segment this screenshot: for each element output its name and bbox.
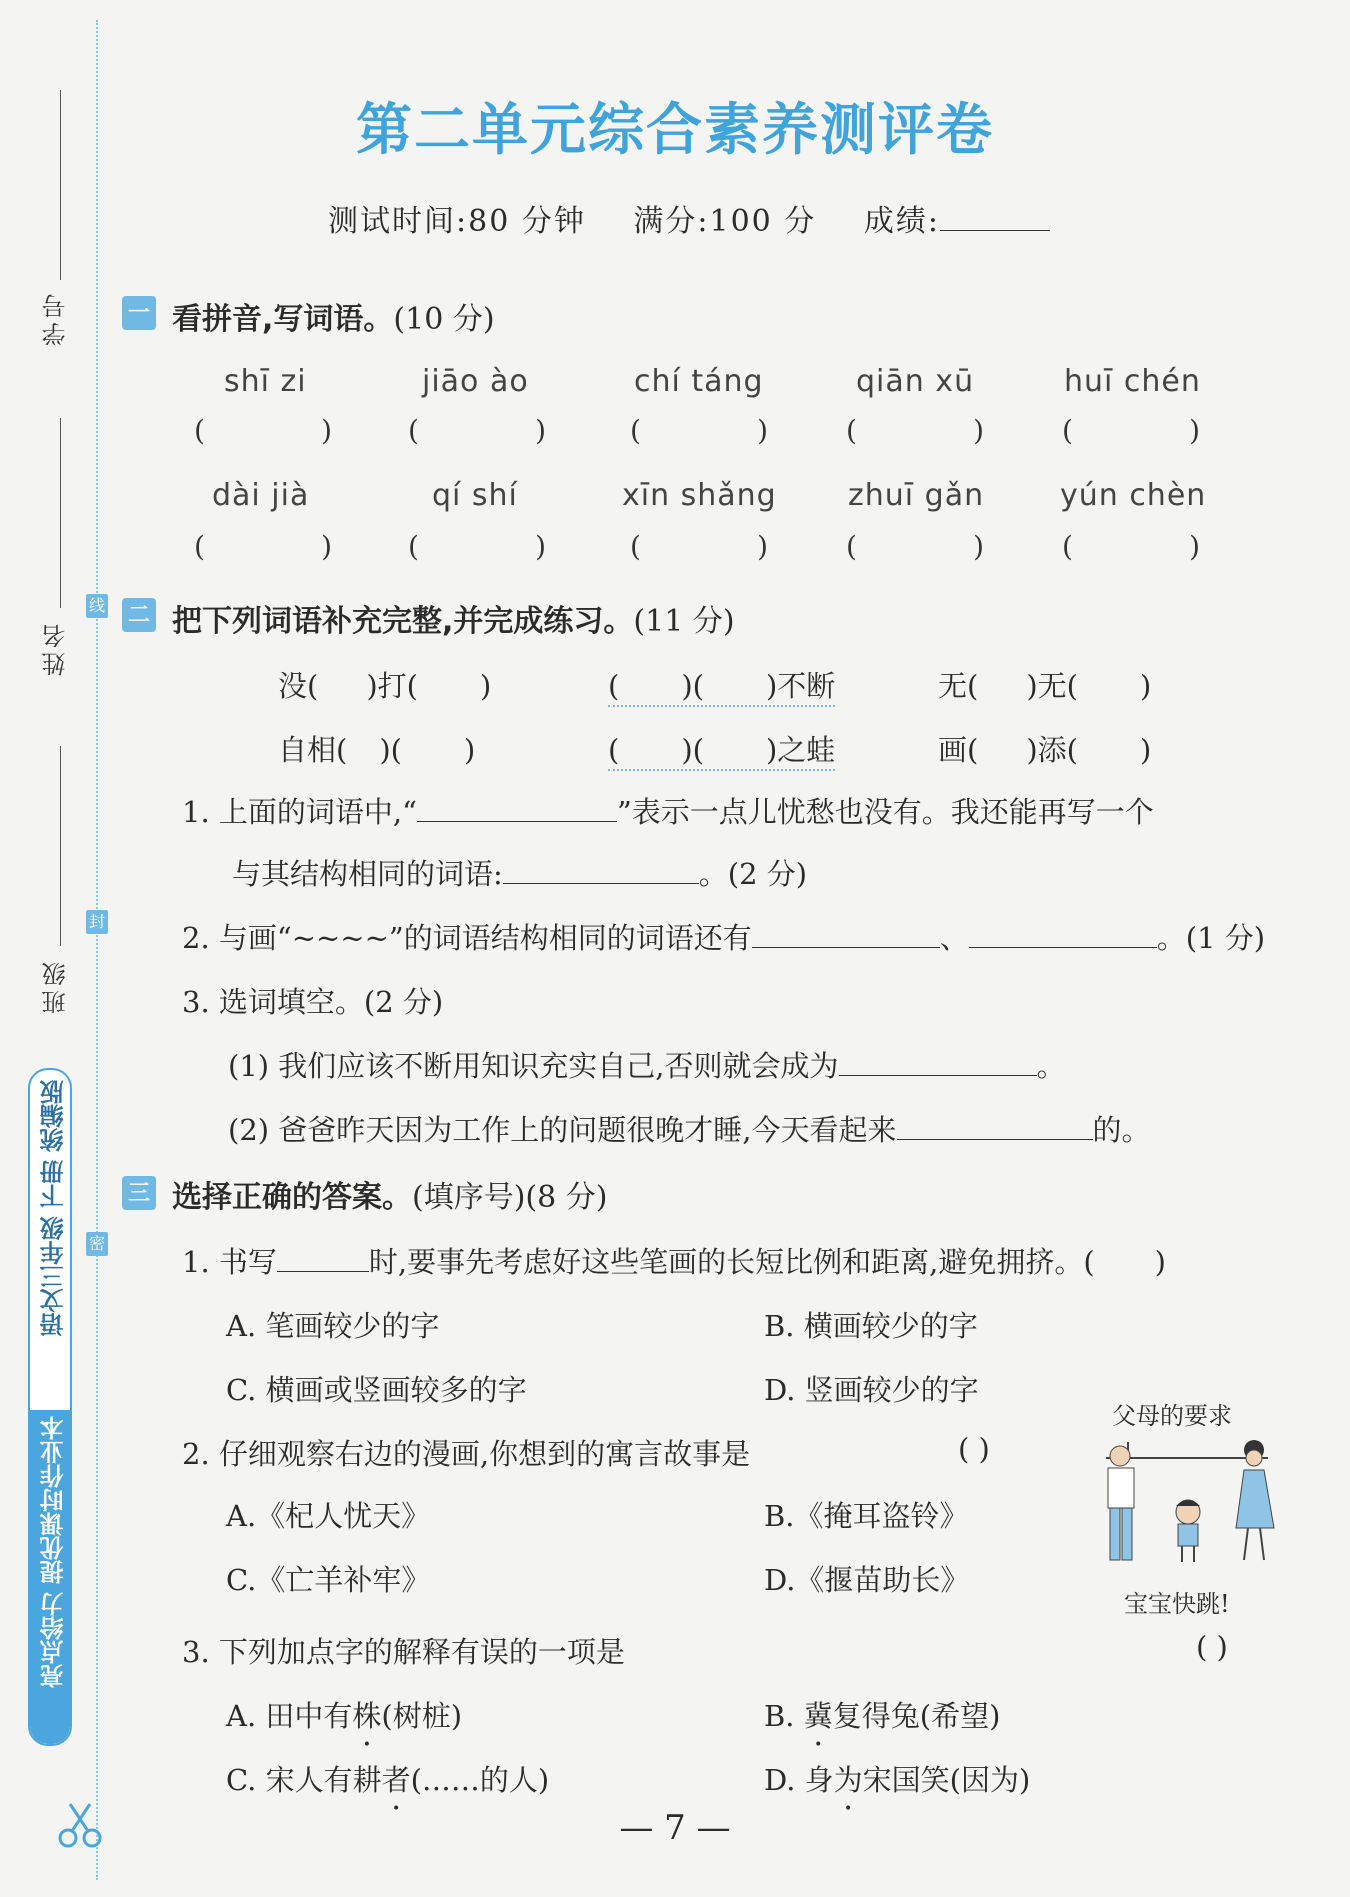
test-meta [328, 196, 1086, 240]
idiom-5-wavy: ( )( )之蛙 [608, 728, 835, 771]
section-3-number: 三 [122, 1176, 156, 1210]
section-2-number: 二 [122, 598, 156, 632]
grade-label: 成绩: [863, 204, 940, 239]
pinyin-7: qí shí [432, 478, 518, 513]
idiom-2-wavy: ( )( )不断 [608, 664, 835, 707]
page-number: — 7 — [619, 1808, 731, 1848]
option-3-2-c[interactable]: C.《亡羊补牢》 [226, 1563, 431, 1597]
answer-blank[interactable]: ( ) [408, 530, 546, 563]
section-2-title: 把下列词语补充完整,并完成练习。(11 分) [172, 604, 735, 639]
question-2-3-1: (1) 我们应该不断用知识充实自己,否则就会成为 。 [228, 1049, 1066, 1083]
pinyin-5: huī chén [1064, 364, 1201, 399]
option-3-3-b[interactable]: B. 冀复得兔(希望) [764, 1699, 1001, 1733]
fill-blank[interactable] [839, 1075, 1037, 1076]
option-3-2-b[interactable]: B.《掩耳盗铃》 [764, 1499, 969, 1533]
pinyin-6: dài jià [212, 478, 310, 513]
answer-blank[interactable]: ( ) [1062, 530, 1200, 563]
question-3-2: 2. 仔细观察右边的漫画,你想到的寓言故事是 [182, 1437, 751, 1471]
pinyin-3: chí táng [634, 364, 764, 399]
section-1-title: 看拼音,写词语。(10 分) [172, 302, 495, 337]
brand-label [28, 1068, 72, 1746]
fill-blank[interactable] [503, 883, 699, 884]
fill-blank[interactable] [752, 947, 940, 948]
cut-line [96, 20, 98, 1880]
cut-mark-line: 线 [86, 594, 108, 618]
option-3-1-d[interactable]: D. 竖画较少的字 [764, 1373, 979, 1407]
answer-paren[interactable]: ( ) [1196, 1630, 1228, 1664]
fill-blank[interactable] [277, 1271, 369, 1272]
option-3-1-c[interactable]: C. 横画或竖画较多的字 [226, 1373, 527, 1407]
full-score: 满分:100 分 [633, 204, 817, 239]
option-3-1-b[interactable]: B. 横画较少的字 [764, 1309, 978, 1343]
test-time: 测试时间:80 分钟 [328, 204, 586, 239]
fill-blank[interactable] [969, 947, 1157, 948]
answer-blank[interactable]: ( ) [630, 414, 768, 447]
question-2-2: 2. 与画“~~~~”的词语结构相同的词语还有 、 。(1 分) [182, 921, 1266, 955]
answer-blank[interactable]: ( ) [846, 530, 984, 563]
question-2-3: 3. 选词填空。(2 分) [182, 985, 444, 1019]
page-title: 第二单元综合素养测评卷 [356, 97, 994, 163]
cartoon-illustration [1078, 1428, 1298, 1578]
name-blank[interactable] [60, 418, 61, 608]
section-3-title: 选择正确的答案。(填序号)(8 分) [172, 1180, 608, 1215]
idiom-6: 画( )添( ) [938, 733, 1152, 767]
answer-blank[interactable]: ( ) [846, 414, 984, 447]
pinyin-2: jiāo ào [422, 364, 529, 399]
answer-blank[interactable]: ( ) [630, 530, 768, 563]
student-id-label: 学号 [42, 290, 70, 346]
answer-paren[interactable]: ( ) [958, 1432, 990, 1466]
pinyin-10: yún chèn [1060, 478, 1207, 513]
question-2-1: 1. 上面的词语中,“ ”表示一点儿忧愁也没有。我还能再写一个 [182, 795, 1154, 829]
answer-blank[interactable]: ( ) [1062, 414, 1200, 447]
idiom-3: 无( )无( ) [938, 669, 1152, 703]
option-3-3-d[interactable]: D. 身为宋国笑(因为) [764, 1763, 1031, 1797]
pinyin-1: shī zi [224, 364, 307, 399]
pinyin-8: xīn shǎng [622, 478, 777, 513]
name-label: 姓名 [42, 620, 70, 676]
idiom-4: 自相( )( ) [278, 733, 476, 767]
option-3-1-a[interactable]: A. 笔画较少的字 [226, 1309, 440, 1343]
question-2-1-cont: 与其结构相同的词语: 。(2 分) [232, 857, 808, 891]
question-3-1: 1. 书写 时,要事先考虑好这些笔画的长短比例和距离,避免拥挤。( ) [182, 1245, 1166, 1279]
fill-blank[interactable] [897, 1139, 1093, 1140]
brand-series: 亮点给力 提优课时作业本 [40, 1416, 68, 1689]
option-3-2-d[interactable]: D.《揠苗助长》 [764, 1563, 970, 1597]
fill-blank[interactable] [417, 821, 617, 822]
option-3-2-a[interactable]: A.《杞人忧天》 [226, 1499, 431, 1533]
cut-mark-secret: 密 [86, 1232, 108, 1256]
cartoon-caption-top: 父母的要求 [1112, 1402, 1232, 1430]
class-blank[interactable] [60, 746, 61, 946]
pinyin-4: qiān xū [856, 364, 975, 399]
idiom-1: 没( )打( ) [278, 669, 492, 703]
option-3-3-a[interactable]: A. 田中有株(树桩) [226, 1699, 463, 1733]
answer-blank[interactable]: ( ) [408, 414, 546, 447]
question-3-3: 3. 下列加点字的解释有误的一项是 [182, 1635, 625, 1669]
cut-mark-seal: 封 [86, 910, 108, 934]
class-label: 班级 [42, 958, 70, 1014]
pinyin-9: zhuī gǎn [848, 478, 985, 513]
question-2-3-2: (2) 爸爸昨天因为工作上的问题很晚才睡,今天看起来 的。 [228, 1113, 1151, 1147]
answer-blank[interactable]: ( ) [194, 414, 332, 447]
answer-blank[interactable]: ( ) [194, 530, 332, 563]
brand-edition: 语文三年级 下册 统编版 [40, 1080, 68, 1337]
option-3-3-c[interactable]: C. 宋人有耕者(……的人) [226, 1763, 550, 1797]
section-1-number: 一 [122, 296, 156, 330]
cartoon-caption-bottom: 宝宝快跳! [1124, 1590, 1230, 1618]
grade-blank[interactable] [940, 230, 1050, 231]
